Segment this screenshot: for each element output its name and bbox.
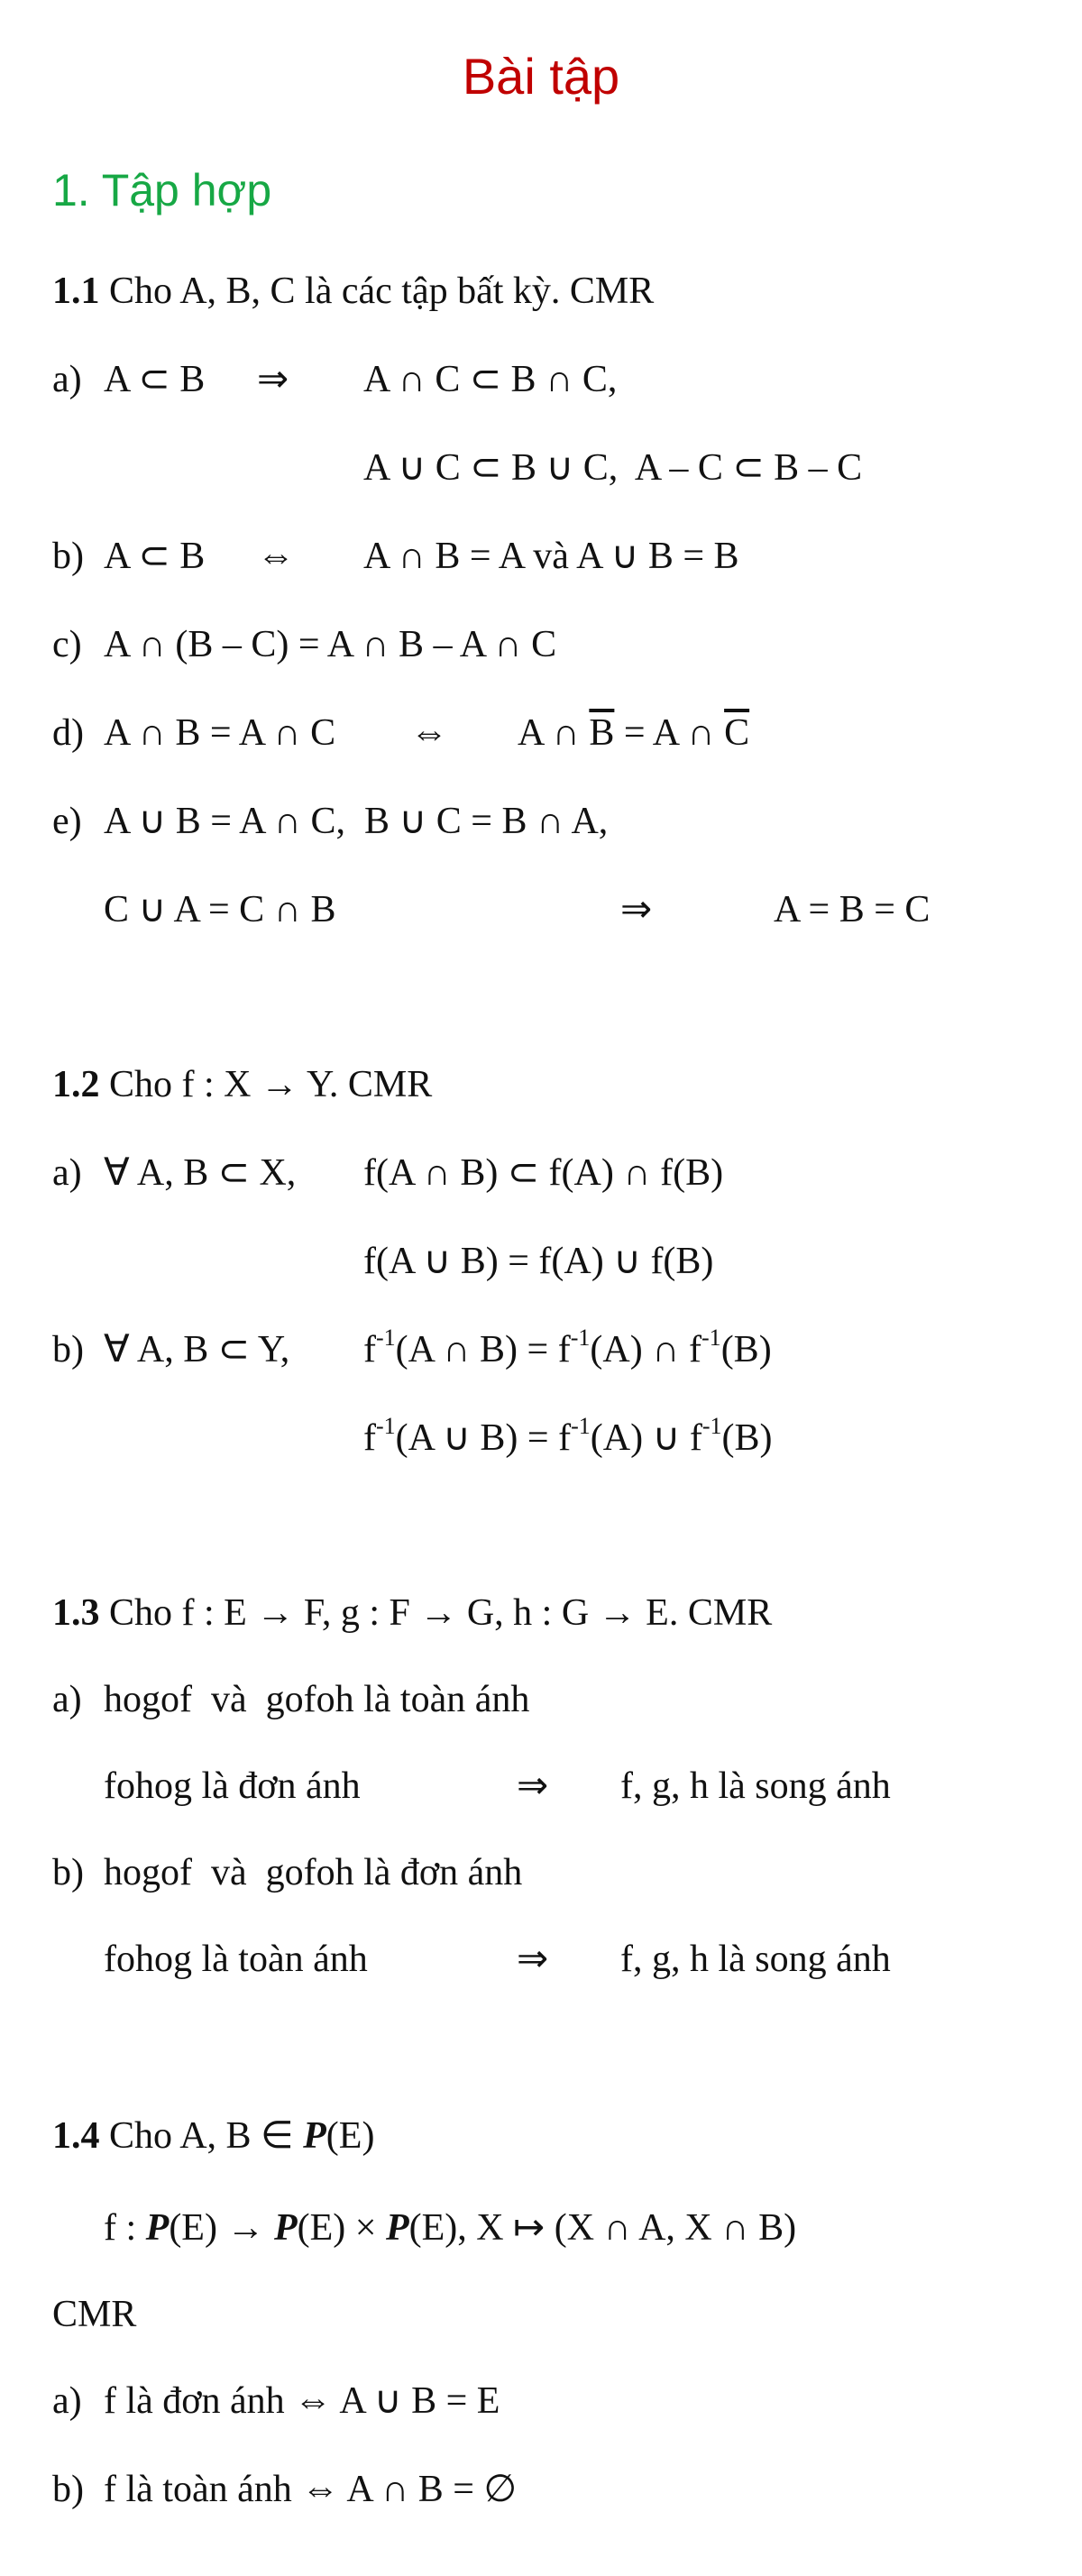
exercise-number: 1.3 [52,1592,100,1634]
complement-c: $\overline{C}$ [724,712,750,754]
section-heading: 1. Tập hợp [52,165,272,215]
function-symbol: f [558,1417,572,1459]
item-d-premise: A ∩ B = A ∩ C [104,712,336,754]
item-b-line-1: hogof và gofoh là đơn ánh [104,1852,523,1893]
item-d-conclusion [518,714,749,752]
item-a-premise: A ⊂ B [104,359,206,400]
item-e-premise-1: A ∪ B = A ∩ C, B ∪ C = B ∩ A, [104,801,609,842]
formula-part: (B) [720,1329,772,1371]
item-a-label: a) [52,2380,82,2422]
item-b-conclusion: A ∩ B = A và A ∪ B = B [363,536,739,577]
exercise-intro: Cho f : X → Y. CMR [99,1064,433,1105]
implies-arrow: ⇒ [517,1765,549,1807]
implies-arrow: ⇒ [517,1939,549,1980]
inverse-exponent: -1 [701,1325,721,1351]
item-b-premise: A ⊂ B [104,536,206,577]
inverse-exponent: -1 [701,1413,722,1439]
inverse-exponent: -1 [571,1413,591,1439]
inverse-exponent: -1 [376,1413,396,1439]
exercise-1-2-heading [52,1066,432,1104]
exercise-1-1-heading [52,272,654,310]
item-b-line-2: fohog là toàn ánh [104,1939,368,1980]
exercise-number: 1.2 [52,1064,100,1105]
item-a-formula-2: f(A ∪ B) = f(A) ∪ f(B) [363,1241,714,1282]
item-c-label: c) [52,624,82,665]
item-b-condition: ∀ A, B ⊂ Y, [104,1329,290,1371]
formula-part: f : [104,2207,146,2249]
formula-part: (A) ∪ [590,1417,690,1459]
item-b-label: b) [52,1329,84,1371]
item-e-conclusion: A = B = C [774,889,931,930]
item-a-formula-1: f(A ∩ B) ⊂ f(A) ∩ f(B) [363,1152,724,1194]
item-a-conclusion-1: A ∩ C ⊂ B ∩ C, [363,359,618,400]
function-symbol: f [689,1329,702,1371]
item-e-premise-2: C ∪ A = C ∩ B [104,889,336,930]
iff-arrow: ⇔ [410,712,448,754]
power-set-symbol: P [273,2207,298,2249]
formula-part: (E) → [169,2207,274,2249]
item-a-line-1: hogof và gofoh là toàn ánh [104,1679,530,1720]
item-b-label: b) [52,536,84,577]
item-d-label: d) [52,712,84,754]
exercise-number: 1.4 [52,2115,100,2157]
formula-part: (A ∩ B) = [395,1329,558,1371]
formula-part: = A ∩ [614,712,725,754]
item-a-statement: f là đơn ánh ⇔ A ∪ B = E [104,2380,500,2422]
exercise-intro: Cho A, B ∈ [99,2115,304,2157]
function-symbol: f [689,1417,702,1459]
item-a-condition: ∀ A, B ⊂ X, [104,1152,297,1194]
function-symbol: f [363,1417,376,1459]
item-a-label: a) [52,359,82,400]
inverse-exponent: -1 [570,1325,591,1351]
formula-part: (E) [326,2115,375,2157]
function-symbol: f [363,1329,376,1371]
item-b-statement: f là toàn ánh ⇔ A ∩ B = ∅ [104,2469,518,2510]
item-b-label: b) [52,1852,84,1893]
item-b-conclusion: f, g, h là song ánh [620,1939,891,1980]
power-set-symbol: P [385,2207,409,2249]
inverse-exponent: -1 [376,1325,396,1351]
item-a-conclusion-2: A ∪ C ⊂ B ∪ C, A – C ⊂ B – C [363,447,863,489]
formula-part: (E), X ↦ (X ∩ A, X ∩ B) [408,2207,797,2249]
iff-arrow: ⇔ [257,536,295,577]
complement-b: $\overline{B}$ [589,712,615,754]
formula-part: (A ∪ B) = [395,1417,559,1459]
exercise-number: 1.1 [52,270,100,312]
item-b-formula-1 [363,1325,772,1371]
item-b-formula-2 [363,1413,773,1459]
exercise-intro: Cho f : E → F, g : F → G, h : G → E. CMR [99,1592,773,1634]
function-symbol: f [557,1329,571,1371]
item-b-label: b) [52,2469,84,2510]
page-title: Bài tập [462,48,620,105]
power-set-symbol: P [145,2207,170,2249]
item-a-conclusion: f, g, h là song ánh [620,1765,891,1807]
item-a-label: a) [52,1679,82,1720]
formula-part: A ∩ [518,712,590,754]
formula-part: (A) ∩ [590,1329,690,1371]
item-a-label: a) [52,1152,82,1194]
implies-arrow: ⇒ [257,359,289,400]
implies-arrow: ⇒ [620,889,653,930]
item-a-line-2: fohog là đơn ánh [104,1765,361,1807]
exercise-1-3-heading [52,1594,772,1632]
exercise-1-4-heading [52,2117,374,2155]
exercise-intro: Cho A, B, C là các tập bất kỳ. CMR [99,270,655,312]
formula-part: (E) × [297,2207,386,2249]
mapping-definition [104,2209,796,2247]
cmr-label: CMR [52,2294,137,2335]
item-c-formula: A ∩ (B – C) = A ∩ B – A ∩ C [104,624,557,665]
item-e-label: e) [52,801,82,842]
power-set-symbol: P [303,2115,326,2157]
formula-part: (B) [721,1417,773,1459]
